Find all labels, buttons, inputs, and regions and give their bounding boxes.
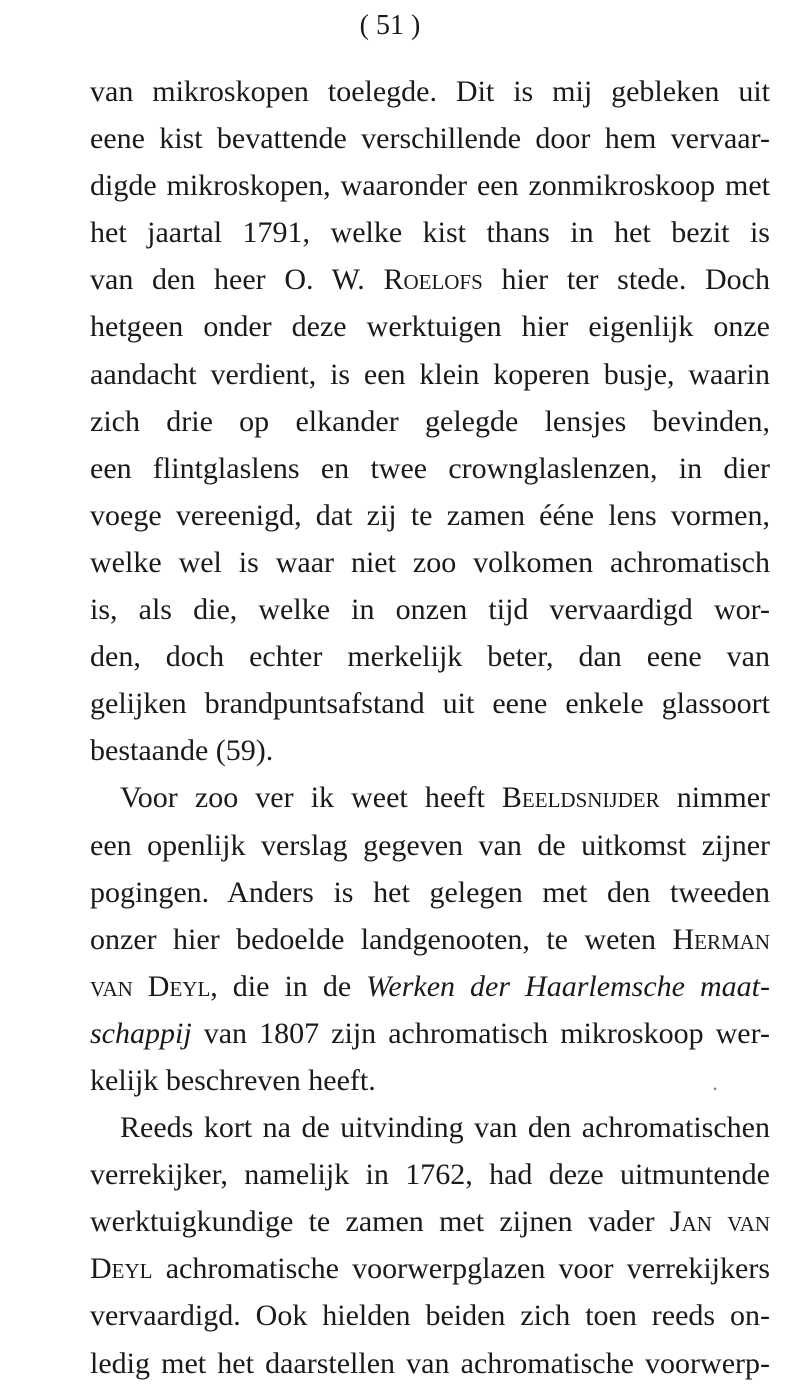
text-segment: van den heer O. W. <box>90 263 384 297</box>
text-line <box>90 445 770 492</box>
text-line <box>90 539 770 586</box>
text-line <box>90 303 770 350</box>
text-line <box>90 1151 770 1198</box>
text-segment: onzer hier bedoelde landgenooten, te weten <box>90 922 673 956</box>
text-line <box>90 869 770 916</box>
name-small-caps: Beeldsnijder <box>501 781 660 815</box>
text-line <box>90 492 770 539</box>
text-segment: pogingen. Anders is het gelegen met den tweeden <box>90 875 770 909</box>
text-line <box>90 1010 770 1057</box>
name-small-caps: van Deyl <box>90 969 211 1003</box>
text-segment: van mikroskopen toelegde. Dit is mij gebleken uit <box>90 75 770 108</box>
text-segment: welke wel is waar niet zoo volkomen achromatisch <box>90 545 770 579</box>
stray-mark: • <box>713 1082 718 1096</box>
text-line <box>90 1340 770 1387</box>
text-line <box>90 822 770 869</box>
text-line <box>90 586 770 633</box>
text-line <box>90 727 770 774</box>
text-line <box>90 1057 770 1104</box>
text-segment: hetgeen onder deze werktuigen hier eigenlijk onze <box>90 310 770 344</box>
text-segment: ledig met het daarstellen van achromatische voorwerp- <box>90 1346 770 1380</box>
text-segment: den, doch echter merkelijk beter, dan eene van <box>90 640 770 674</box>
text-line <box>90 398 770 445</box>
text-segment: , die in de <box>210 969 367 1003</box>
text-segment: nimmer <box>659 781 770 815</box>
text-line <box>90 1245 770 1292</box>
text-segment: een openlijk verslag gegeven van de uitkomst zijner <box>90 828 770 862</box>
name-small-caps: Jan van <box>669 1205 770 1239</box>
text-line <box>90 1104 770 1151</box>
text-line <box>90 963 770 1010</box>
text-line <box>90 209 770 256</box>
text-line <box>90 115 770 162</box>
text-segment: zich drie op elkander gelegde lensjes bevinden, <box>90 404 770 438</box>
text-segment: een flintglaslens en twee crownglaslenzen, in dier <box>90 451 770 485</box>
text-segment: digde mikroskopen, waaronder een zonmikroskoop met <box>90 169 770 203</box>
text-segment: Reeds kort na de uitvinding van den achromatischen <box>120 1111 770 1145</box>
text-line <box>90 68 770 115</box>
text-segment: hier ter stede. Doch <box>482 263 770 297</box>
text-line <box>90 351 770 398</box>
text-segment: vervaardigd. Ook hielden beiden zich toen reeds on- <box>90 1299 770 1333</box>
text-segment: achromatische voorwerpglazen voor verrekijkers <box>152 1252 770 1286</box>
text-line <box>90 1198 770 1245</box>
text-segment: verrekijker, namelijk in 1762, had deze uitmuntende <box>90 1158 770 1192</box>
text-segment: is, als die, welke in onzen tijd vervaardigd wor- <box>90 593 770 627</box>
text-segment: Voor zoo ver ik weet heeft <box>120 781 502 815</box>
text-line <box>90 916 770 963</box>
text-segment: eene kist bevattende verschillende door hem vervaar- <box>90 122 770 156</box>
text-line <box>90 633 770 680</box>
page-number: ( 51 ) <box>359 10 421 41</box>
text-segment: werktuigkundige te zamen met zijnen vader <box>90 1205 670 1239</box>
text-segment: bestaande (59). <box>90 734 274 768</box>
text-segment: gelijken brandpuntsafstand uit eene enkele glassoort <box>90 687 770 721</box>
text-segment: het jaartal 1791, welke kist thans in het bezit is <box>90 216 770 250</box>
name-small-caps: Roelofs <box>383 263 483 297</box>
italic-title: schappij <box>90 1016 192 1050</box>
text-segment: voege vereenigd, dat zij te zamen ééne lens vormen, <box>90 498 770 532</box>
text-line <box>90 162 770 209</box>
body-text <box>90 68 770 1387</box>
name-small-caps: Deyl <box>90 1252 153 1286</box>
text-segment: van 1807 zijn achromatisch mikroskoop wer- <box>191 1016 770 1050</box>
text-line <box>90 256 770 303</box>
text-segment: aandacht verdient, is een klein koperen busje, waarin <box>90 357 770 391</box>
italic-title: Werken der Haarlemsche maat- <box>366 969 770 1003</box>
text-segment: kelijk beschreven heeft. <box>90 1063 376 1097</box>
text-line <box>90 774 770 821</box>
text-line <box>90 1292 770 1339</box>
text-line <box>90 680 770 727</box>
name-small-caps: Herman <box>672 922 770 956</box>
